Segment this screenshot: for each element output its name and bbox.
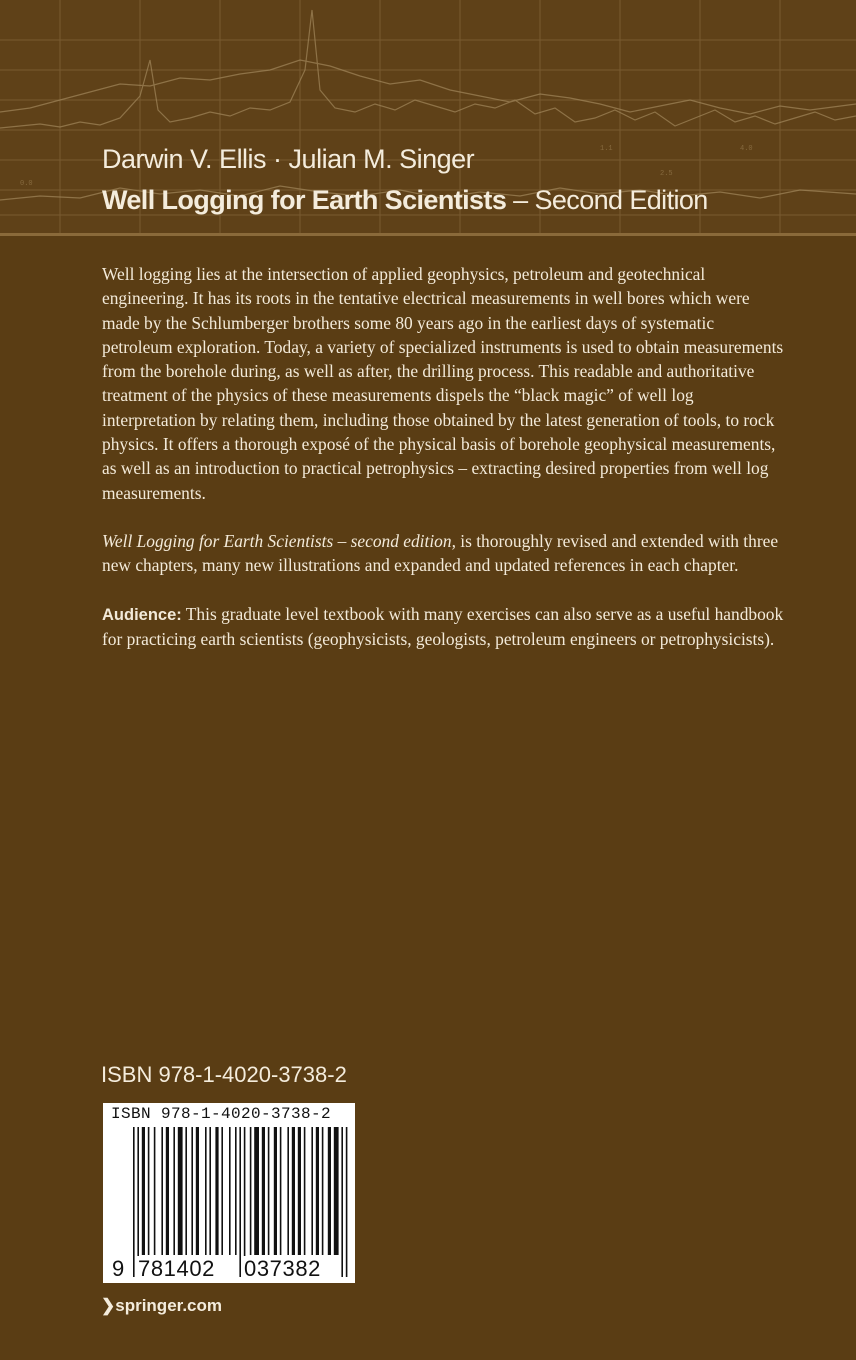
title-edition: – Second Edition [506, 185, 708, 215]
audience-label: Audience: [102, 605, 182, 624]
header-divider [0, 233, 856, 236]
blurb-paragraph-1: Well logging lies at the intersection of applied geophysics, petroleum and geotechnical engineering. It has its roots in the tentative electrical measurements in well bores which were made by the Schlumberger brothers some 80 years ago in the earliest days of systematic petroleum exploration. Today, a variety of specialized instruments is used to obtain measurements from the borehole during, as well as after, the drilling process. This readable and authoritative treatment of the physics of these measurements dispels the “black magic” of well log interpretation by relating them, including those obtained by the latest generation of tools, to rock physics. It offers a thorough exposé of the physical basis of borehole geophysical measurements, as well as an introduction to practical petrophysics – extracting desired properties from well log measurements. [102, 264, 784, 503]
authors: Darwin V. Ellis · Julian M. Singer [102, 144, 475, 174]
barcode-isbn-text: ISBN 978-1-4020-3738-2 [111, 1105, 332, 1123]
title-main: Well Logging for Earth Scientists [102, 185, 507, 215]
isbn-label: ISBN 978-1-4020-3738-2 [101, 1062, 347, 1087]
svg-text:1.1: 1.1 [600, 145, 613, 153]
svg-text:0.0: 0.0 [20, 180, 33, 188]
barcode-digit-group-1: 781402 [138, 1256, 216, 1281]
blurb-paragraph-2 [102, 529, 786, 578]
barcode-first-digit: 9 [112, 1256, 125, 1281]
back-cover-blurb [102, 262, 786, 675]
header-band [0, 0, 856, 236]
publisher-website[interactable] [101, 1296, 222, 1316]
arrow-icon: ❯ [101, 1296, 116, 1315]
book-title [102, 185, 708, 216]
audience-text: This graduate level textbook with many exercises can also serve as a useful handbook for practicing earth scientists (geophysicists, geologists, petroleum engineers or petrophysicists). [102, 603, 784, 649]
barcode-digit-group-2: 037382 [244, 1256, 322, 1281]
audience-paragraph [102, 602, 786, 652]
website-text: springer.com [115, 1296, 223, 1315]
blurb-title-italic: Well Logging for Earth Scientists – second edition, [102, 530, 456, 551]
svg-text:2.5: 2.5 [660, 170, 673, 178]
svg-text:4.0: 4.0 [740, 145, 753, 153]
barcode [103, 1103, 355, 1283]
blurb-paragraph-2-text: is thoroughly revised and extended with three new chapters, many new illustrations and expanded and updated references in each chapter. [102, 530, 779, 576]
